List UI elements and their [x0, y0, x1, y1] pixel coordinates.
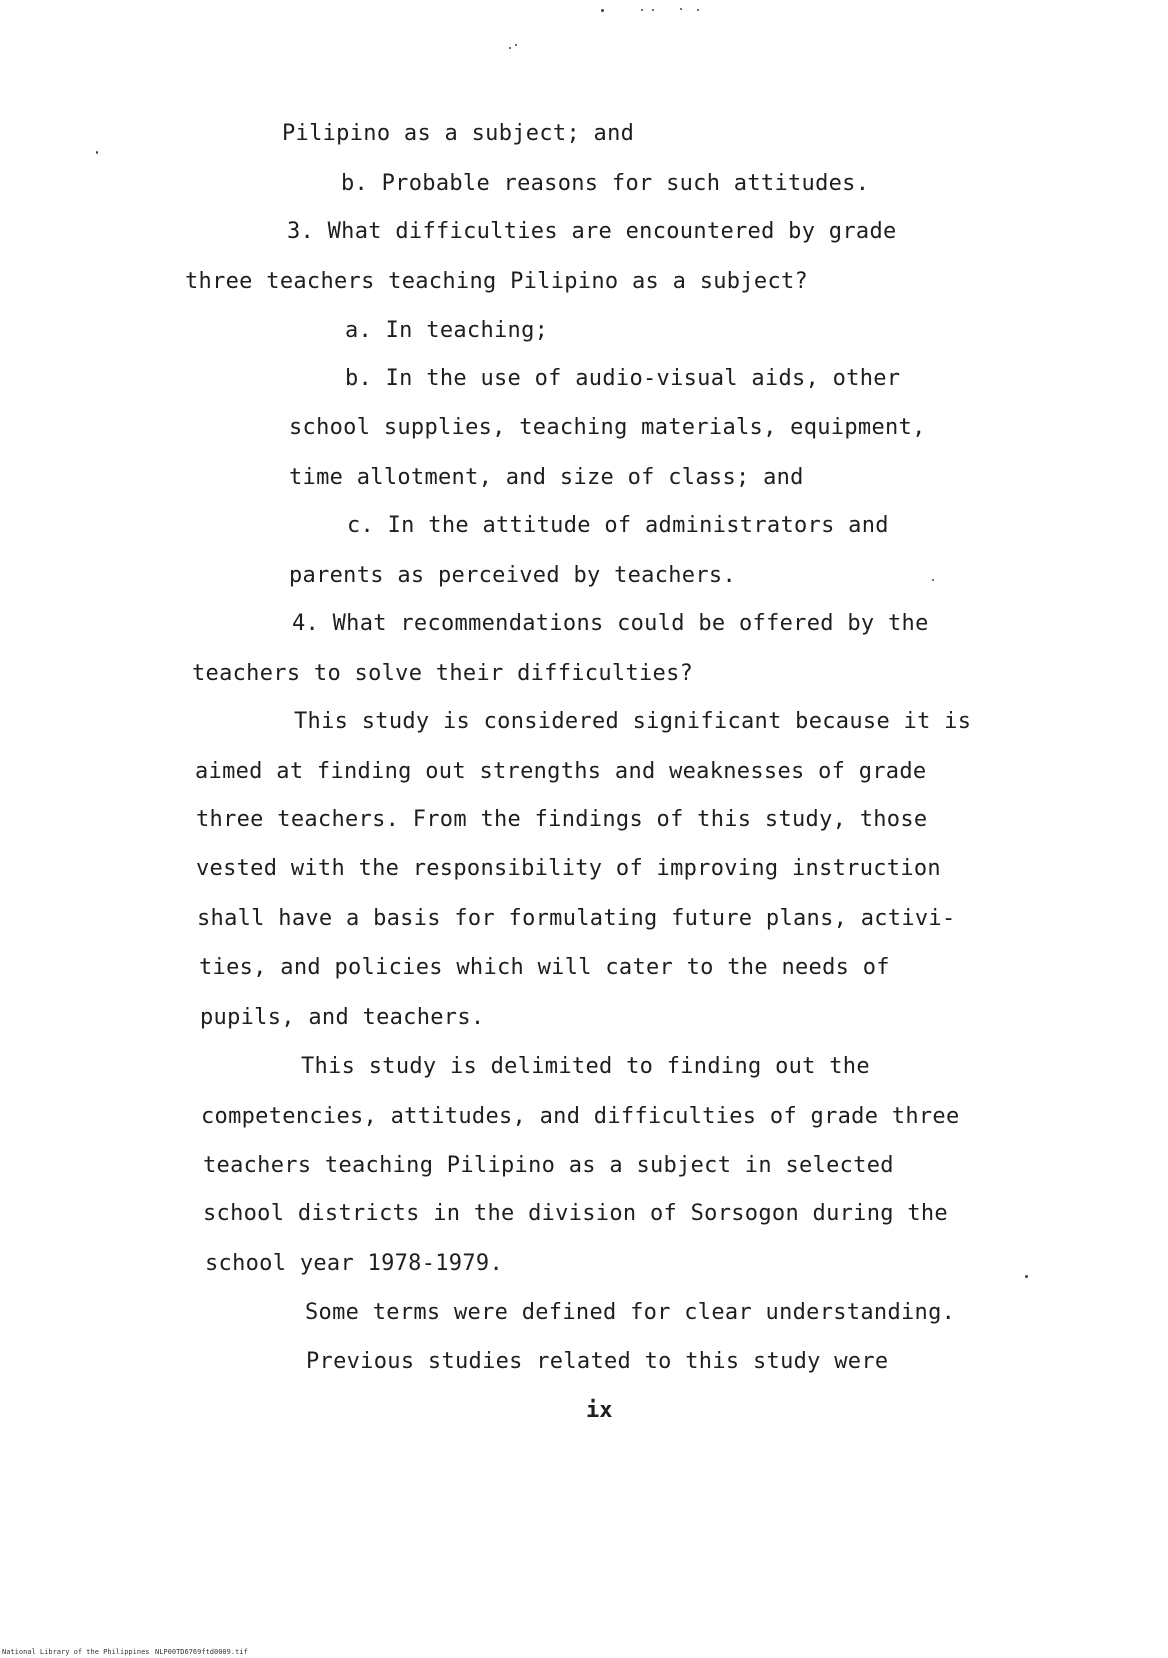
footer-file-id: NLP00TD6769ftd0009.tif — [155, 1648, 248, 1656]
text-line: vested with the responsibility of improving instruction — [196, 856, 941, 881]
text-line: school districts in the division of Sorsogon during the — [203, 1201, 948, 1226]
text-line: This study is delimited to finding out the — [301, 1054, 870, 1079]
scan-speck — [652, 9, 654, 11]
text-line: ties, and policies which will cater to the needs of — [199, 955, 890, 980]
text-line: school year 1978-1979. — [205, 1251, 503, 1276]
scan-speck — [680, 8, 682, 10]
text-line: Pilipino as a subject; and — [282, 121, 635, 146]
text-line: This study is considered significant because it is — [294, 709, 972, 734]
text-line: c. In the attitude of administrators and — [347, 513, 889, 538]
footer-library: National Library of the Philippines — [2, 1648, 150, 1656]
text-line: three teachers teaching Pilipino as a subject? — [185, 269, 809, 294]
scan-speck — [1025, 1275, 1028, 1278]
scan-speck — [932, 579, 934, 581]
text-line: aimed at finding out strengths and weaknesses of grade — [195, 759, 927, 784]
scan-speck — [697, 9, 699, 11]
page-number: ix — [586, 1398, 613, 1423]
text-line: a. In teaching; — [345, 318, 549, 343]
text-line: pupils, and teachers. — [200, 1005, 485, 1030]
scan-speck — [601, 9, 604, 12]
scan-speck — [96, 151, 98, 154]
scan-speck — [641, 9, 643, 11]
text-line: time allotment, and size of class; and — [289, 465, 804, 490]
text-line: Previous studies related to this study were — [306, 1349, 889, 1374]
text-line: school supplies, teaching materials, equipment, — [289, 415, 926, 440]
text-line: teachers to solve their difficulties? — [192, 661, 694, 686]
text-line: teachers teaching Pilipino as a subject in selected — [203, 1153, 894, 1178]
scan-speck — [509, 47, 511, 49]
text-line: parents as perceived by teachers. — [289, 563, 736, 588]
text-line: shall have a basis for formulating future plans, activi- — [197, 906, 956, 931]
text-line: 3. What difficulties are encountered by grade — [287, 219, 897, 244]
text-line: b. In the use of audio-visual aids, other — [345, 366, 901, 391]
text-line: Some terms were defined for clear understanding. — [305, 1300, 956, 1325]
text-line: 4. What recommendations could be offered by the — [292, 611, 929, 636]
text-line: competencies, attitudes, and difficulties of grade three — [201, 1104, 960, 1129]
text-line: three teachers. From the findings of this study, those — [196, 807, 928, 832]
text-line: b. Probable reasons for such attitudes. — [341, 171, 870, 196]
scan-speck — [515, 44, 517, 46]
